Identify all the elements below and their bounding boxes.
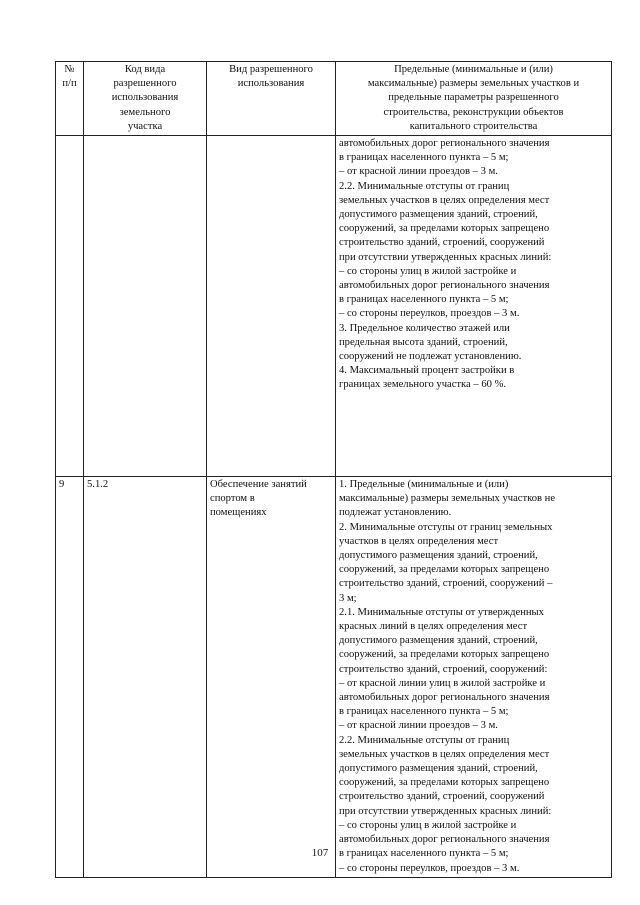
cell-number: 9: [56, 477, 84, 878]
cell-use-code: [84, 136, 207, 477]
land-use-regulations-table: [55, 61, 612, 878]
header-use-code: Код вида разрешенного использования земельного участка: [84, 62, 207, 136]
cell-use-code: 5.1.2: [84, 477, 207, 878]
table-header-row: [56, 62, 612, 136]
cell-use-type: [207, 136, 336, 477]
cell-number: [56, 136, 84, 477]
table-row-continuation: [56, 136, 612, 477]
cell-use-type: Обеспечение занятий спортом в помещениях: [207, 477, 336, 878]
cell-parameters: автомобильных дорог регионального значения в границах населенного пункта – 5 м; – от красной линии проездов – 3 м. 2.2. Минимальные отступы от границ земельных участков в целях определения мест допустимого размещения зданий, строений, сооружений, за пределами которых запрещено строительство зданий, строений, сооружений при отсутствии утвержденных красных линий: – со стороны улиц в жилой застройке и автомобильных дорог регионального значения в границах населенного пункта – 5 м; – со стороны переулков, проездов – 3 м. 3. Предельное количество этажей или предельная высота зданий, строений, сооружений не подлежат установлению. 4. Максимальный процент застройки в границах земельного участка – 60 %.: [336, 136, 612, 477]
header-use-type: Вид разрешенного использования: [207, 62, 336, 136]
table-row: [56, 477, 612, 878]
page-number: 107: [311, 847, 329, 859]
cell-parameters: 1. Предельные (минимальные и (или) максимальные) размеры земельных участков не подлежат установлению. 2. Минимальные отступы от границ земельных участков в целях определения мест допустимого размещения зданий, строений, сооружений, за пределами которых запрещено строительство зданий, строений, сооружений – 3 м; 2.1. Минимальные отступы от утвержденных красных линий в целях определения мест допустимого размещения зданий, строений, сооружений, за пределами которых запрещено строительство зданий, строений, сооружений: – от красной линии улиц в жилой застройке и автомобильных дорог регионального значения в границах населенного пункта – 5 м; – от красной линии проездов – 3 м. 2.2. Минимальные отступы от границ земельных участков в целях определения мест допустимого размещения зданий, строений, сооружений, за пределами которых запрещено строительство зданий, строений, сооружений при отсутствии утвержденных красных линий: – со стороны улиц в жилой застройке и автомобильных дорог регионального значения в границах населенного пункта – 5 м; – со стороны переулков, проездов – 3 м.: [336, 477, 612, 878]
header-limit-parameters: Предельные (минимальные и (или) максимальные) размеры земельных участков и предельные параметры разрешенного строительства, реконструкции объектов капитального строительства: [336, 62, 612, 136]
header-number: № п/п: [56, 62, 84, 136]
